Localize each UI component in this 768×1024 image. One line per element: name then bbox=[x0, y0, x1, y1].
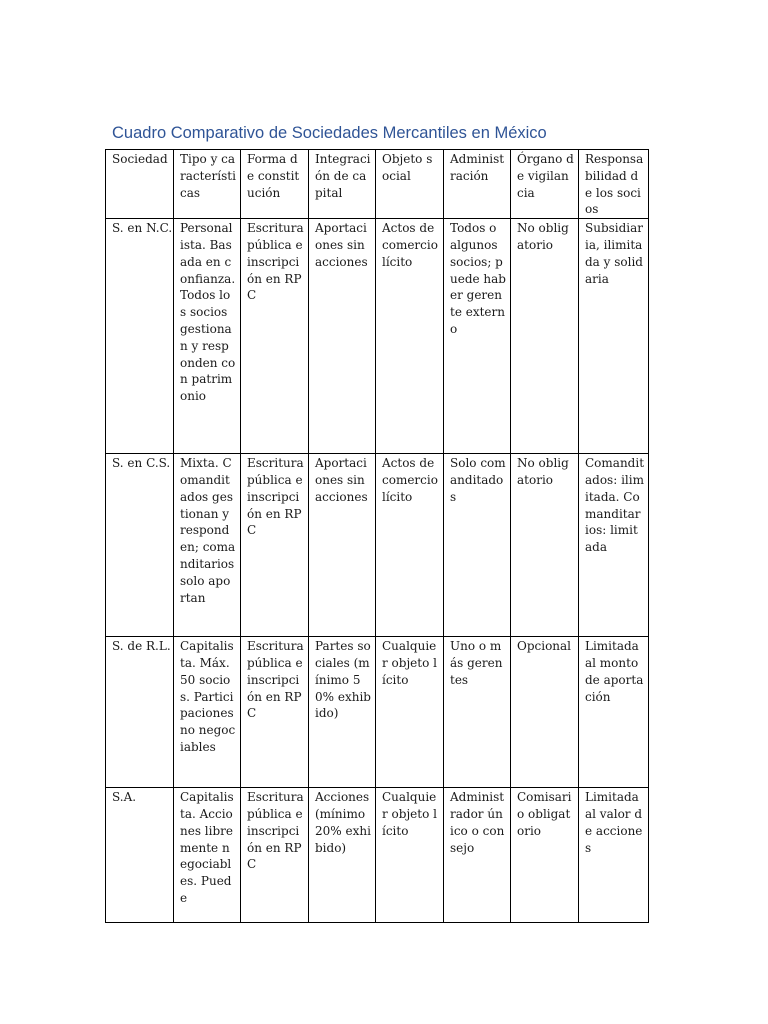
header-cell-forma: Forma de constitución bbox=[241, 150, 309, 219]
document-title: Cuadro Comparativo de Sociedades Mercantiles en México bbox=[112, 124, 547, 142]
cell-sociedad: S.A. bbox=[106, 788, 174, 923]
header-cell-sociedad: Sociedad bbox=[106, 150, 174, 219]
comparison-table bbox=[105, 149, 649, 923]
table-row bbox=[106, 219, 649, 454]
cell-capital: Aportaciones sin acciones bbox=[309, 219, 376, 454]
cell-sociedad: S. de R.L. bbox=[106, 637, 174, 788]
cell-sociedad: S. en C.S. bbox=[106, 454, 174, 637]
cell-administracion: Solo comanditados bbox=[444, 454, 511, 637]
cell-tipo: Mixta. Comanditados gestionan y responden; comanditarios solo aportan bbox=[174, 454, 241, 637]
cell-objeto: Actos de comercio lícito bbox=[376, 454, 444, 637]
header-cell-vigilancia: Órgano de vigilancia bbox=[511, 150, 579, 219]
header-cell-administracion: Administración bbox=[444, 150, 511, 219]
cell-vigilancia: Comisario obligatorio bbox=[511, 788, 579, 923]
cell-forma: Escritura pública e inscripción en RPC bbox=[241, 219, 309, 454]
header-cell-objeto: Objeto social bbox=[376, 150, 444, 219]
cell-vigilancia: No obligatorio bbox=[511, 454, 579, 637]
cell-objeto: Cualquier objeto lícito bbox=[376, 788, 444, 923]
cell-responsabilidad: Limitada al valor de acciones bbox=[579, 788, 649, 923]
cell-forma: Escritura pública e inscripción en RPC bbox=[241, 788, 309, 923]
cell-administracion: Administrador único o consejo bbox=[444, 788, 511, 923]
cell-responsabilidad: Subsidiaria, ilimitada y solidaria bbox=[579, 219, 649, 454]
header-cell-responsabilidad: Responsabilidad de los socios bbox=[579, 150, 649, 219]
cell-capital: Partes sociales (mínimo 50% exhibido) bbox=[309, 637, 376, 788]
cell-tipo: Capitalista. Acciones libremente negociables. Puede bbox=[174, 788, 241, 923]
table-row bbox=[106, 637, 649, 788]
cell-vigilancia: No obligatorio bbox=[511, 219, 579, 454]
table-row bbox=[106, 788, 649, 923]
cell-sociedad: S. en N.C. bbox=[106, 219, 174, 454]
cell-administracion: Uno o más gerentes bbox=[444, 637, 511, 788]
cell-forma: Escritura pública e inscripción en RPC bbox=[241, 637, 309, 788]
header-cell-tipo: Tipo y características bbox=[174, 150, 241, 219]
cell-tipo: Capitalista. Máx. 50 socios. Participaciones no negociables bbox=[174, 637, 241, 788]
cell-vigilancia: Opcional bbox=[511, 637, 579, 788]
cell-responsabilidad: Limitada al monto de aportación bbox=[579, 637, 649, 788]
cell-capital: Aportaciones sin acciones bbox=[309, 454, 376, 637]
cell-responsabilidad: Comanditados: ilimitada. Comanditarios: limitada bbox=[579, 454, 649, 637]
cell-administracion: Todos o algunos socios; puede haber gerente externo bbox=[444, 219, 511, 454]
cell-objeto: Cualquier objeto lícito bbox=[376, 637, 444, 788]
header-row bbox=[106, 150, 649, 219]
cell-capital: Acciones (mínimo 20% exhibido) bbox=[309, 788, 376, 923]
cell-objeto: Actos de comercio lícito bbox=[376, 219, 444, 454]
cell-forma: Escritura pública e inscripción en RPC bbox=[241, 454, 309, 637]
cell-tipo: Personalista. Basada en confianza. Todos los socios gestionan y responden con patrimonio bbox=[174, 219, 241, 454]
table-row bbox=[106, 454, 649, 637]
header-cell-capital: Integración de capital bbox=[309, 150, 376, 219]
